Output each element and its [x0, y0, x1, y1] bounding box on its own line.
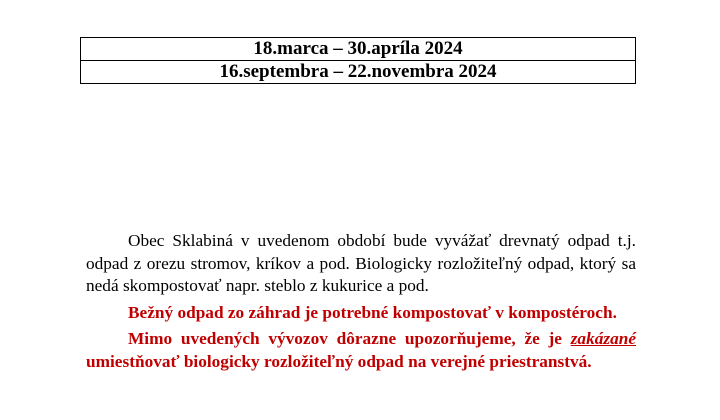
compost-notice: Bežný odpad zo záhrad je potrebné kompostovať v kompostéroch. [128, 302, 617, 322]
warning-emphasis: zakázané [570, 329, 636, 348]
warning-text-before: Mimo uvedených vývozov dôrazne upozorňujeme, že je [128, 329, 571, 348]
period-spring: 18.marca – 30.apríla 2024 [81, 38, 636, 61]
notice-body [86, 230, 636, 373]
period-autumn: 16.septembra – 22.novembra 2024 [81, 61, 636, 84]
period-row [81, 61, 636, 84]
collection-periods-table [80, 37, 636, 84]
warning-text-after: umiestňovať biologicky rozložiteľný odpad na verejné priestranstvá. [86, 351, 592, 371]
period-row [81, 38, 636, 61]
warning-notice [86, 328, 636, 373]
intro-paragraph: Obec Sklabiná v uvedenom období bude vyvážať drevnatý odpad t.j. odpad z orezu stromov, kríkov a pod. Biologicky rozložiteľný odpad, ktorý sa nedá skompostovať napr. steblo z kukurice a pod. [86, 231, 636, 295]
